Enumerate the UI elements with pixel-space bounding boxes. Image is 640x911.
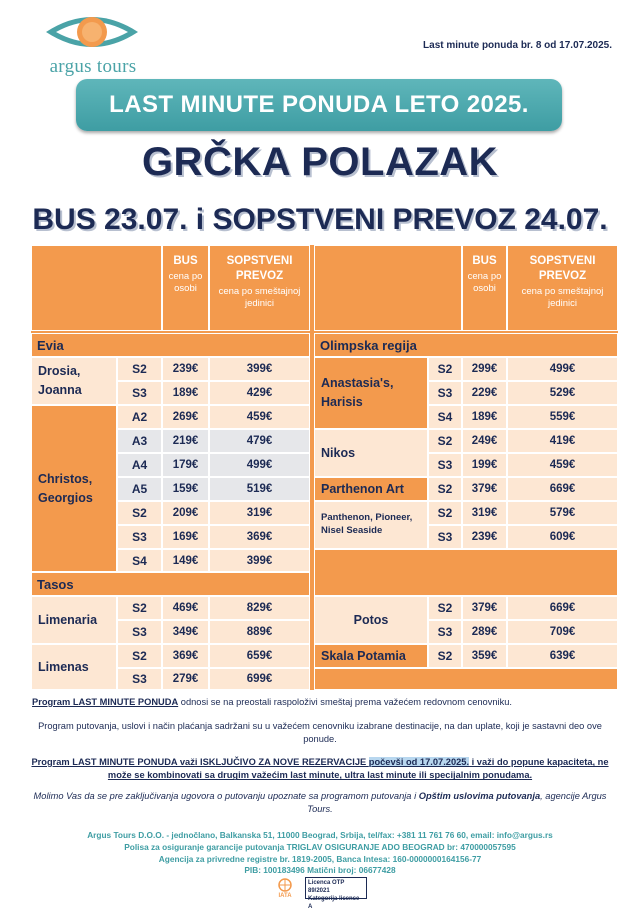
left-row-room-code: S3 bbox=[117, 525, 162, 549]
left-row-room-code: S2 bbox=[117, 596, 162, 620]
column-header-own-label: SOPSTVENI PREVOZ bbox=[529, 255, 596, 282]
right-row-bus-price: 359€ bbox=[462, 644, 507, 668]
left-row-bus-price: 469€ bbox=[162, 596, 209, 620]
left-row-own-transport-price: 319€ bbox=[209, 501, 310, 525]
footer-insurance: Polisa za osiguranje garancije putovanja TRIGLAV OSIGURANJE ADO BEOGRAD br: 470000057595 bbox=[124, 841, 516, 852]
column-header-own-transport bbox=[209, 245, 310, 331]
footer-tax-id: PIB: 100183496 Matični broj: 06677428 bbox=[244, 865, 396, 876]
empty-cell bbox=[314, 549, 618, 596]
right-row-room-code: S2 bbox=[428, 596, 462, 620]
note-program-bold: Program LAST MINUTE PONUDA bbox=[32, 697, 179, 707]
left-row-room-code: A4 bbox=[117, 453, 162, 477]
note-contract-a: Molimo Vas da se pre zaključivanja ugovora o putovanju upoznate sa programom putovanja i bbox=[33, 791, 419, 801]
left-row-own-transport-price: 659€ bbox=[209, 644, 310, 668]
hotel-panthenon-pioneer-nisel: Panthenon, Pioneer, Nisel Seaside bbox=[314, 501, 428, 549]
left-row-room-code: S3 bbox=[117, 668, 162, 690]
hotel-anastasias-harisis: Anastasia's, Harisis bbox=[314, 357, 428, 429]
left-row-bus-price: 189€ bbox=[162, 381, 209, 405]
right-row-own-transport-price: 669€ bbox=[507, 477, 618, 501]
left-row-bus-price: 269€ bbox=[162, 405, 209, 429]
footer-address: Argus Tours D.O.O. - jednočlano, Balkanska 51, 11000 Beograd, Srbija, tel/fax: +381 11 761 76 60, email: info@argus.rs bbox=[87, 830, 553, 840]
eye-logo-icon bbox=[42, 10, 142, 56]
right-row-own-transport-price: 639€ bbox=[507, 644, 618, 668]
iata-label: IATA bbox=[278, 893, 292, 899]
left-row-own-transport-price: 429€ bbox=[209, 381, 310, 405]
right-row-own-transport-price: 459€ bbox=[507, 453, 618, 477]
license-line-2: Kategorija licence A bbox=[308, 896, 360, 911]
hotel-limenaria: Limenaria bbox=[31, 596, 117, 644]
right-row-own-transport-price: 579€ bbox=[507, 501, 618, 525]
column-header-bus-sub: cena po osobi bbox=[467, 270, 502, 295]
right-row-bus-price: 189€ bbox=[462, 405, 507, 429]
note-validity-date: počevši od 17.07.2025. bbox=[368, 757, 470, 767]
column-header-bus-label: BUS bbox=[472, 255, 497, 267]
left-row-bus-price: 159€ bbox=[162, 477, 209, 501]
left-row-bus-price: 209€ bbox=[162, 501, 209, 525]
column-header-bus-label: BUS bbox=[173, 255, 198, 267]
left-row-own-transport-price: 699€ bbox=[209, 668, 310, 690]
right-row-own-transport-price: 669€ bbox=[507, 596, 618, 620]
right-row-room-code: S2 bbox=[428, 501, 462, 525]
right-row-own-transport-price: 499€ bbox=[507, 357, 618, 381]
left-row-room-code: A3 bbox=[117, 429, 162, 453]
hotel-potos: Potos bbox=[314, 596, 428, 644]
section-tasos: Tasos bbox=[31, 572, 310, 596]
left-row-room-code: S3 bbox=[117, 620, 162, 644]
right-row-own-transport-price: 419€ bbox=[507, 429, 618, 453]
note-contract-terms: Opštim uslovima putovanja bbox=[418, 791, 541, 801]
right-row-bus-price: 249€ bbox=[462, 429, 507, 453]
right-row-bus-price: 229€ bbox=[462, 381, 507, 405]
right-row-own-transport-price: 709€ bbox=[507, 620, 618, 644]
left-row-own-transport-price: 889€ bbox=[209, 620, 310, 644]
column-header-bus bbox=[162, 245, 209, 331]
logo-text: argus tours bbox=[49, 56, 137, 77]
argus-tours-logo bbox=[28, 10, 158, 77]
right-row-bus-price: 379€ bbox=[462, 477, 507, 501]
iata-logo bbox=[272, 878, 298, 898]
left-row-own-transport-price: 829€ bbox=[209, 596, 310, 620]
note-program-text: odnosi se na preostali raspoloživi smeštaj prema važećem redovnom cenovniku. bbox=[178, 697, 513, 707]
right-row-room-code: S2 bbox=[428, 429, 462, 453]
right-row-bus-price: 379€ bbox=[462, 596, 507, 620]
left-row-bus-price: 149€ bbox=[162, 549, 209, 572]
column-header-own-sub: cena po smeštajnoj jedinici bbox=[521, 285, 604, 310]
page-subtitle: BUS 23.07. i SOPSTVENI PREVOZ 24.07. bbox=[32, 203, 608, 236]
right-row-room-code: S3 bbox=[428, 620, 462, 644]
footer bbox=[24, 830, 616, 877]
left-row-room-code: A5 bbox=[117, 477, 162, 501]
left-row-own-transport-price: 399€ bbox=[209, 357, 310, 381]
column-header-own-transport bbox=[507, 245, 618, 331]
note-contract-c: , agencije Argus Tours. bbox=[307, 791, 607, 814]
left-row-room-code: S2 bbox=[117, 644, 162, 668]
left-row-bus-price: 239€ bbox=[162, 357, 209, 381]
note-validity-b: i važi do popune kapaciteta, ne može se kombinovati sa drugim važećim last minute, ultra last minute ili specijalnim ponudama. bbox=[107, 757, 609, 781]
left-row-bus-price: 279€ bbox=[162, 668, 209, 690]
left-row-room-code: S2 bbox=[117, 357, 162, 381]
left-row-own-transport-price: 369€ bbox=[209, 525, 310, 549]
hotel-nikos: Nikos bbox=[314, 429, 428, 477]
note-validity bbox=[24, 756, 616, 783]
left-row-bus-price: 369€ bbox=[162, 644, 209, 668]
right-row-room-code: S2 bbox=[428, 477, 462, 501]
note-conditions: Program putovanja, uslovi i način plaćanja sadržani su u važećem cenovniku izabrane destinacije, na dan uplate, koji je sastavni deo ove ponude. bbox=[38, 721, 602, 744]
left-row-bus-price: 179€ bbox=[162, 453, 209, 477]
column-header-bus bbox=[462, 245, 507, 331]
hotel-skala-potamia: Skala Potamia bbox=[314, 644, 428, 668]
left-row-bus-price: 169€ bbox=[162, 525, 209, 549]
right-row-bus-price: 289€ bbox=[462, 620, 507, 644]
note-program bbox=[24, 697, 616, 707]
footer-registry: Agencija za privredne registre br. 1819-2005, Banca Intesa: 160-0000000164156-77 bbox=[158, 853, 482, 864]
left-row-bus-price: 219€ bbox=[162, 429, 209, 453]
section-olimpska-regija: Olimpska regija bbox=[314, 333, 618, 357]
column-header-own-label: SOPSTVENI PREVOZ bbox=[226, 255, 293, 282]
license-box bbox=[305, 877, 367, 911]
right-row-bus-price: 199€ bbox=[462, 453, 507, 477]
right-row-room-code: S3 bbox=[428, 381, 462, 405]
left-row-own-transport-price: 479€ bbox=[209, 429, 310, 453]
left-row-room-code: S3 bbox=[117, 381, 162, 405]
header-blank bbox=[314, 245, 462, 331]
left-row-own-transport-price: 499€ bbox=[209, 453, 310, 477]
right-row-room-code: S4 bbox=[428, 405, 462, 429]
license-line-1: Licenca OTP 89/2021 bbox=[308, 880, 345, 895]
hotel-christos-georgios: Christos, Georgios bbox=[31, 405, 117, 572]
section-evia: Evia bbox=[31, 333, 310, 357]
left-row-own-transport-price: 519€ bbox=[209, 477, 310, 501]
left-row-own-transport-price: 399€ bbox=[209, 549, 310, 572]
right-row-own-transport-price: 559€ bbox=[507, 405, 618, 429]
note-contract bbox=[24, 790, 616, 815]
iata-icon bbox=[272, 878, 298, 898]
right-row-room-code: S3 bbox=[428, 453, 462, 477]
left-row-room-code: A2 bbox=[117, 405, 162, 429]
right-row-own-transport-price: 529€ bbox=[507, 381, 618, 405]
empty-cell bbox=[314, 668, 618, 690]
right-row-room-code: S2 bbox=[428, 357, 462, 381]
right-row-bus-price: 319€ bbox=[462, 501, 507, 525]
column-header-own-sub: cena po smeštajnoj jedinici bbox=[218, 285, 301, 310]
left-row-room-code: S2 bbox=[117, 501, 162, 525]
right-row-room-code: S2 bbox=[428, 644, 462, 668]
page-title: GRČKA POLAZAK bbox=[141, 140, 499, 184]
price-table bbox=[31, 245, 618, 690]
header-blank bbox=[31, 245, 162, 331]
left-row-own-transport-price: 459€ bbox=[209, 405, 310, 429]
column-header-bus-sub: cena po osobi bbox=[168, 270, 203, 295]
right-row-room-code: S3 bbox=[428, 525, 462, 549]
hotel-parthenon-art: Parthenon Art bbox=[314, 477, 428, 501]
right-row-own-transport-price: 609€ bbox=[507, 525, 618, 549]
right-row-bus-price: 299€ bbox=[462, 357, 507, 381]
hotel-drosia-joanna: Drosia, Joanna bbox=[31, 357, 117, 405]
left-row-bus-price: 349€ bbox=[162, 620, 209, 644]
offer-number: Last minute ponuda br. 8 od 17.07.2025. bbox=[423, 40, 612, 51]
left-row-room-code: S4 bbox=[117, 549, 162, 572]
right-row-bus-price: 239€ bbox=[462, 525, 507, 549]
offer-banner: LAST MINUTE PONUDA LETO 2025. bbox=[76, 79, 562, 131]
note-validity-a: Program LAST MINUTE PONUDA važi ISKLJUČIVO ZA NOVE REZERVACIJE bbox=[31, 757, 369, 767]
hotel-limenas: Limenas bbox=[31, 644, 117, 690]
